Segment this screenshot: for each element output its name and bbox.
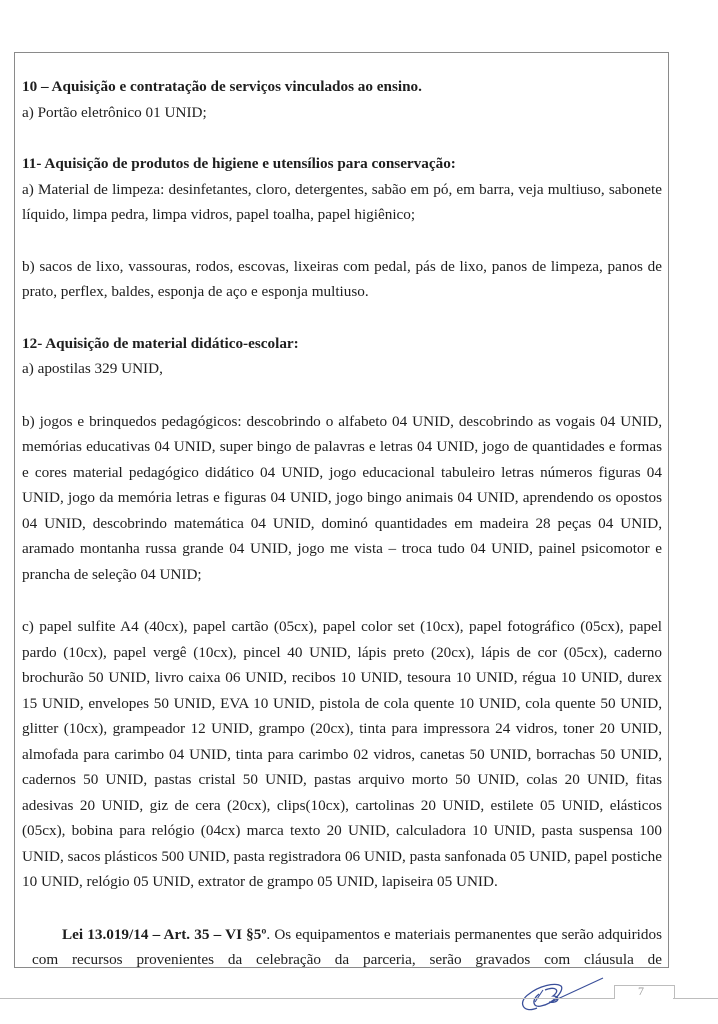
- section-10-item-a: a) Portão eletrônico 01 UNID;: [22, 103, 207, 121]
- signature-icon: [515, 972, 605, 1016]
- footer-rule-right: [673, 998, 718, 999]
- section-heading-12: 12- Aquisição de material didático-escolar:: [22, 334, 299, 352]
- section-heading-11: 11- Aquisição de produtos de higiene e utensílios para conservação:: [22, 155, 456, 172]
- page-number-tab: [614, 985, 675, 999]
- section-12-item-b: b) jogos e brinquedos pedagógicos: descobrindo o alfabeto 04 UNID, descobrindo as vogais 04 UNID, memórias educativas 04 UNID, super bingo de palavras e letras 04 UNID, jogo de quantidades e formas e cores material pedagógico didático 04 UNID, jogo educacional tabuleiro letras números figuras 04 UNID, jogo da memória letras e figuras 04 UNID, jogo bingo animais 04 UNID, aprendendo os opostos 04 UNID, descobrindo matemática 04 UNID, dominó quantidades em madeira 28 peças 04 UNID, aramado montanha russa grande 04 UNID, jogo me vista – troca tudo 04 UNID, painel psicomotor e prancha de seleção 04 UNID;: [22, 412, 662, 583]
- law-text: . Os equipamentos e materiais permanentes que serão adquiridos com recursos provenientes da celebração da parceria, serão gravados com cláusula de: [32, 925, 662, 968]
- law-paragraph: [32, 922, 662, 973]
- section-11-item-b: b) sacos de lixo, vassouras, rodos, escovas, lixeiras com pedal, pás de lixo, panos de limpeza, panos de prato, perflex, baldes, esponja de aço e esponja multiuso.: [22, 257, 662, 300]
- document-body: [22, 74, 662, 973]
- section-12-item-a: a) apostilas 329 UNID,: [22, 360, 163, 377]
- section-heading-10: 10 – Aquisição e contratação de serviços vinculados ao ensino.: [22, 78, 422, 95]
- section-12-item-c: c) papel sulfite A4 (40cx), papel cartão (05cx), papel color set (10cx), papel fotográfico (05cx), papel pardo (10cx), papel vergê (10cx), pincel 40 UNID, lápis preto (20cx), lápis de cor (05cx), caderno brochurão 50 UNID, livro caixa 06 UNID, recibos 10 UNID, tesoura 10 UNID, régua 10 UNID, durex 15 UNID, envelopes 50 UNID, EVA 10 UNID, pistola de cola quente 10 UNID, cola quente 50 UNID, glitter (10cx), grampeador 12 UNID, grampo (20cx), tinta para impressora 24 vidros, toner 20 UNID, almofada para carimbo 04 UNID, tinta para carimbo 02 vidros, canetas 50 UNID, borrachas 50 UNID, cadernos 50 UNID, pastas cristal 50 UNID, pastas arquivo morto 50 UNID, colas 20 UNID, fitas adesivas 20 UNID, giz de cera (20cx), clips(10cx), cartolinas 20 UNID, estilete 05 UNID, elásticos (05cx), bobina para relógio (04cx) marca texto 20 UNID, calculadora 10 UNID, pasta suspensa 100 UNID, sacos plásticos 500 UNID, pasta registradora 06 UNID, pasta sanfonada 05 UNID, papel postiche 10 UNID, relógio 05 UNID, extrator de grampo 05 UNID, lapiseira 05 UNID.: [22, 618, 662, 890]
- section-11-item-a: a) Material de limpeza: desinfetantes, cloro, detergentes, sabão em pó, em barra, veja multiuso, sabonete líquido, limpa pedra, limpa vidros, papel toalha, papel higiênico;: [22, 180, 662, 223]
- law-reference: Lei 13.019/14 – Art. 35 – VI §5º: [62, 925, 267, 943]
- footer-rule: [0, 998, 614, 999]
- page-number: 7: [638, 984, 644, 998]
